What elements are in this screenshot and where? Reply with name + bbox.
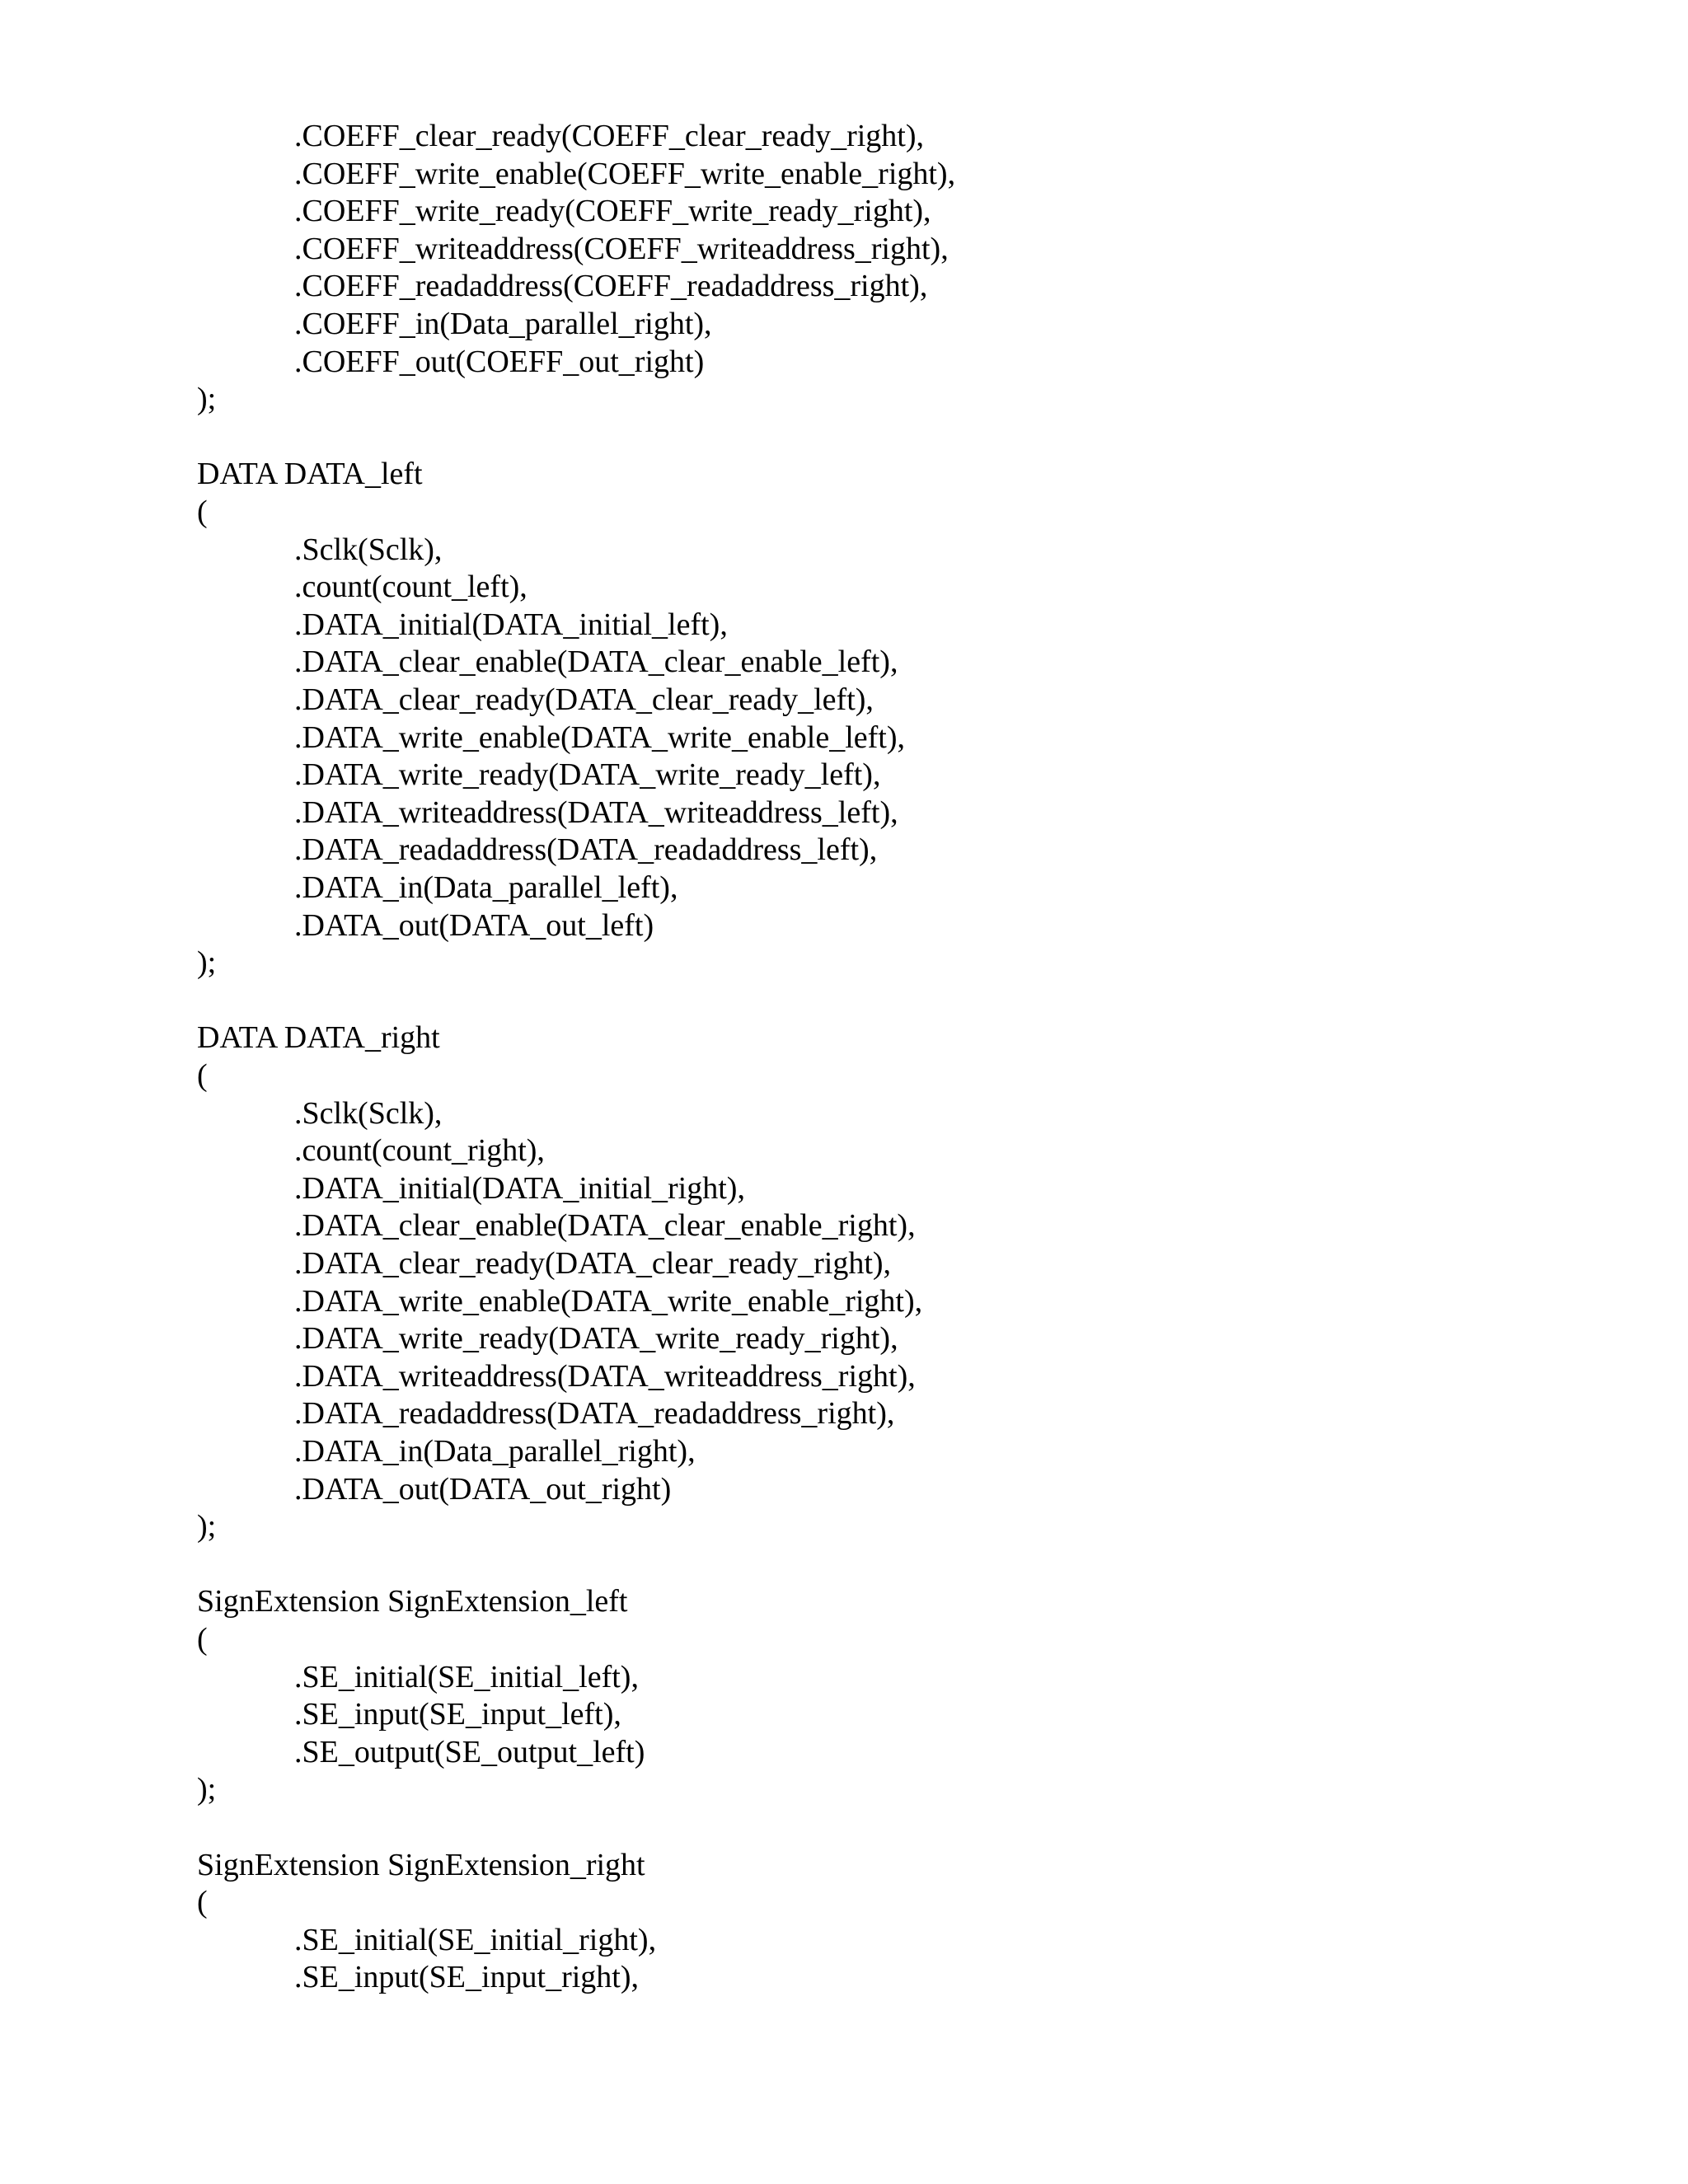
code-line: ); [197, 382, 217, 416]
code-line: SignExtension SignExtension_left [197, 1584, 628, 1619]
code-line: .COEFF_write_ready(COEFF_write_ready_right), [294, 194, 931, 228]
code-line: ( [197, 494, 208, 529]
code-line: .Sclk(Sclk), [294, 532, 443, 567]
code-line: .DATA_in(Data_parallel_left), [294, 870, 678, 905]
code-line: .SE_output(SE_output_left) [294, 1735, 645, 1769]
code-line: .DATA_clear_enable(DATA_clear_enable_right), [294, 1208, 916, 1243]
code-line: .SE_input(SE_input_left), [294, 1697, 621, 1732]
code-line: ( [197, 1885, 208, 1919]
code-line: .COEFF_out(COEFF_out_right) [294, 344, 705, 379]
code-line: .DATA_readaddress(DATA_readaddress_left), [294, 832, 878, 867]
code-line: .DATA_write_enable(DATA_write_enable_right), [294, 1284, 923, 1319]
code-line: DATA DATA_left [197, 457, 423, 491]
code-line: ); [197, 1772, 217, 1807]
code-line: .DATA_clear_ready(DATA_clear_ready_right), [294, 1246, 892, 1281]
code-line: .DATA_write_ready(DATA_write_ready_left), [294, 757, 881, 792]
code-line: SignExtension SignExtension_right [197, 1848, 645, 1882]
code-line: ); [197, 945, 217, 980]
code-line: .DATA_out(DATA_out_right) [294, 1472, 672, 1507]
code-line: .DATA_initial(DATA_initial_left), [294, 607, 728, 642]
code-line: .COEFF_clear_ready(COEFF_clear_ready_right), [294, 119, 925, 153]
code-line: .DATA_out(DATA_out_left) [294, 908, 654, 943]
code-line: .DATA_readaddress(DATA_readaddress_right), [294, 1396, 895, 1431]
code-line: .DATA_write_ready(DATA_write_ready_right), [294, 1321, 898, 1356]
code-line: .COEFF_writeaddress(COEFF_writeaddress_right), [294, 232, 949, 266]
code-line: .count(count_left), [294, 569, 528, 604]
code-line: .count(count_right), [294, 1133, 545, 1168]
code-line: .DATA_writeaddress(DATA_writeaddress_left), [294, 795, 898, 830]
code-line: .DATA_write_enable(DATA_write_enable_left), [294, 720, 905, 755]
code-line: .DATA_initial(DATA_initial_right), [294, 1171, 745, 1206]
code-line: .COEFF_in(Data_parallel_right), [294, 307, 712, 341]
code-line: ( [197, 1058, 208, 1093]
code-line: .Sclk(Sclk), [294, 1096, 443, 1131]
code-line: .COEFF_readaddress(COEFF_readaddress_right), [294, 269, 928, 303]
code-line: .DATA_clear_ready(DATA_clear_ready_left), [294, 682, 874, 717]
code-line: DATA DATA_right [197, 1020, 440, 1055]
code-line: ( [197, 1622, 208, 1657]
code-line: .SE_initial(SE_initial_right), [294, 1923, 657, 1957]
code-line: .SE_input(SE_input_right), [294, 1960, 639, 1994]
code-line: .SE_initial(SE_initial_left), [294, 1660, 639, 1694]
code-line: .DATA_writeaddress(DATA_writeaddress_right), [294, 1359, 916, 1394]
code-line: ); [197, 1509, 217, 1544]
code-line: .DATA_in(Data_parallel_right), [294, 1434, 696, 1469]
code-line: .COEFF_write_enable(COEFF_write_enable_right), [294, 157, 956, 191]
code-line: .DATA_clear_enable(DATA_clear_enable_left), [294, 644, 898, 679]
